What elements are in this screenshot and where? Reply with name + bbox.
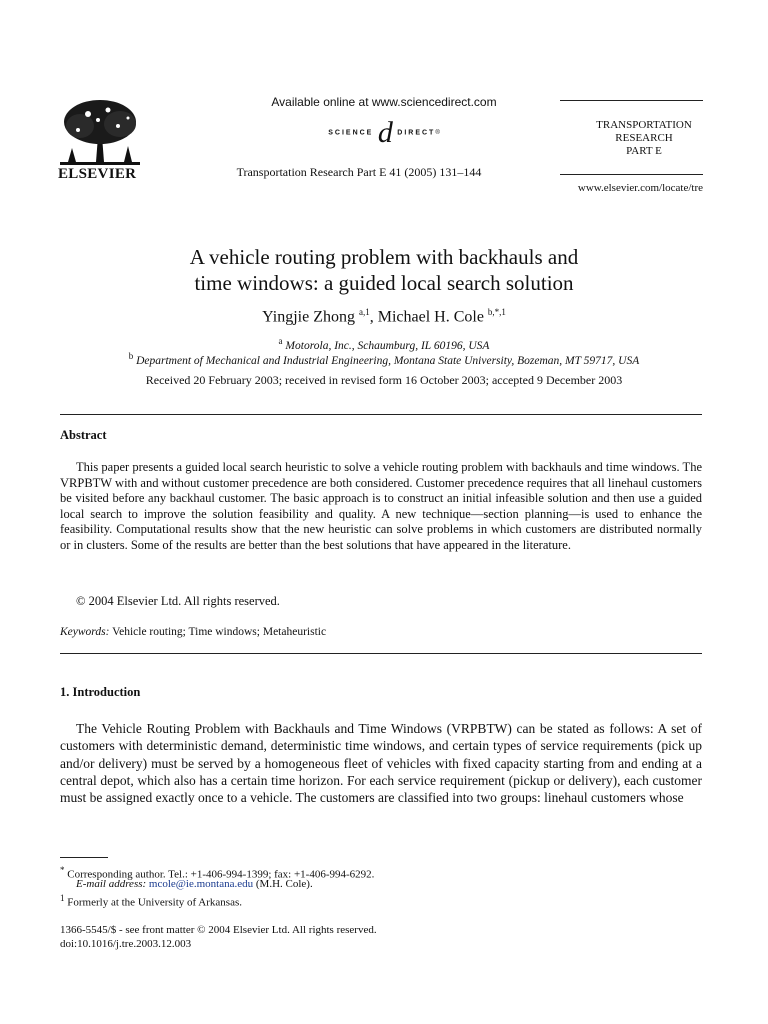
abstract-body [60, 460, 702, 553]
email-label: E-mail address: [76, 878, 147, 890]
email-suffix: (M.H. Cole). [253, 878, 313, 890]
journal-reference: Transportation Research Part E 41 (2005) 131–144 [236, 165, 482, 179]
affiliation-text: Motorola, Inc., Schaumburg, IL 60196, USA [285, 339, 490, 352]
abstract-heading: Abstract [60, 428, 107, 442]
received-dates: Received 20 February 2003; received in revised form 16 October 2003; accepted 9 December 2003 [145, 373, 623, 387]
introduction-paragraph: The Vehicle Routing Problem with Backhauls and Time Windows (VRPBTW) can be stated as follows: A set of customers with deterministic demand, deterministic time windows, and certain types of service requirements (pick up and/or delivery) must be served by a homogeneous fleet of vehicles with fixed capacity starting from and ending at a central depot, which also has a certain time horizon. For each service requirement (pickup or delivery), each customer must be assigned exactly once to a vehicle. The customers are classified into two groups: linehaul customers whose [60, 721, 702, 806]
sciencedirect-right-word: DIRECT [397, 129, 436, 137]
affiliation-mark: a [278, 336, 283, 346]
journal-box-rule-bottom [560, 174, 703, 175]
copyright-line: © 2004 Elsevier Ltd. All rights reserved. [76, 594, 280, 608]
keywords-label: Keywords: [60, 626, 110, 638]
affiliation-text: Department of Mechanical and Industrial Engineering, Montana State University, Bozeman, MT 59717, USA [136, 354, 640, 367]
divider [60, 653, 702, 654]
footnote-email [60, 878, 718, 892]
registered-mark: ® [435, 130, 440, 136]
author-affiliation-mark: a,1 [358, 307, 370, 317]
affiliation [0, 336, 768, 352]
footnote-text: Formerly at the University of Arkansas. [64, 896, 242, 909]
email-link[interactable]: mcole@ie.montana.edu [148, 878, 254, 890]
article-title [0, 244, 768, 296]
journal-box-rule-top [560, 100, 703, 101]
author-list [0, 307, 768, 326]
author-affiliation-mark: b,*,1 [487, 307, 506, 317]
journal-name-line: TRANSPORTATION [596, 119, 692, 131]
title-line: time windows: a guided local search solution [194, 271, 574, 295]
footnote-rule [60, 857, 108, 858]
section-heading: 1. Introduction [60, 685, 141, 699]
keywords [60, 626, 326, 638]
author-name[interactable]: Yingjie Zhong [262, 308, 355, 326]
doi-link[interactable]: doi:10.1016/j.tre.2003.12.003 [60, 938, 192, 950]
footnote-mark: 1 [60, 893, 65, 903]
front-matter [60, 923, 377, 951]
publisher-wordmark: ELSEVIER [58, 166, 137, 182]
abstract-paragraph: This paper presents a guided local search heuristic to solve a vehicle routing problem with backhauls and time windows. The VRPBTW with and without customer precedence are both considered. Customer precedence requires that all linehaul customers be visited before any backhaul customer. The basic approach is to construct an initial infeasible solution and then use a guided local search to improve the solution feasibility and quality. A new technique—section planning—is used to enhance the feasibility. Computational results show that the new heuristic can solve problems in which customers are distributed normally or in clusters. Some of the results are better than the best solutions that have appeared in the literature. [60, 460, 702, 552]
footnote-text: Corresponding author. Tel.: +1-406-994-1399; fax: +1-406-994-6292. [64, 868, 375, 881]
title-line: A vehicle routing problem with backhauls and [189, 245, 579, 269]
available-online-text: Available online at www.sciencedirect.com [271, 95, 497, 109]
affiliation [0, 351, 768, 367]
journal-name [586, 119, 702, 158]
footnote-mark: * [60, 865, 65, 875]
sciencedirect-left-word: SCIENCE [328, 129, 374, 137]
author-separator: , [369, 308, 378, 326]
journal-name-line: PART E [626, 145, 662, 157]
keywords-list: Vehicle routing; Time windows; Metaheuristic [109, 626, 327, 638]
divider [60, 414, 702, 415]
footnote-former [60, 892, 702, 910]
author-name[interactable]: Michael H. Cole [377, 308, 484, 326]
issn-line: 1366-5545/$ - see front matter © 2004 Elsevier Ltd. All rights reserved. [60, 924, 377, 936]
sciencedirect-d-mark: d [377, 116, 393, 149]
journal-url-link[interactable]: www.elsevier.com/locate/tre [577, 182, 703, 194]
journal-name-line: RESEARCH [615, 132, 673, 144]
affiliation-mark: b [128, 351, 134, 361]
